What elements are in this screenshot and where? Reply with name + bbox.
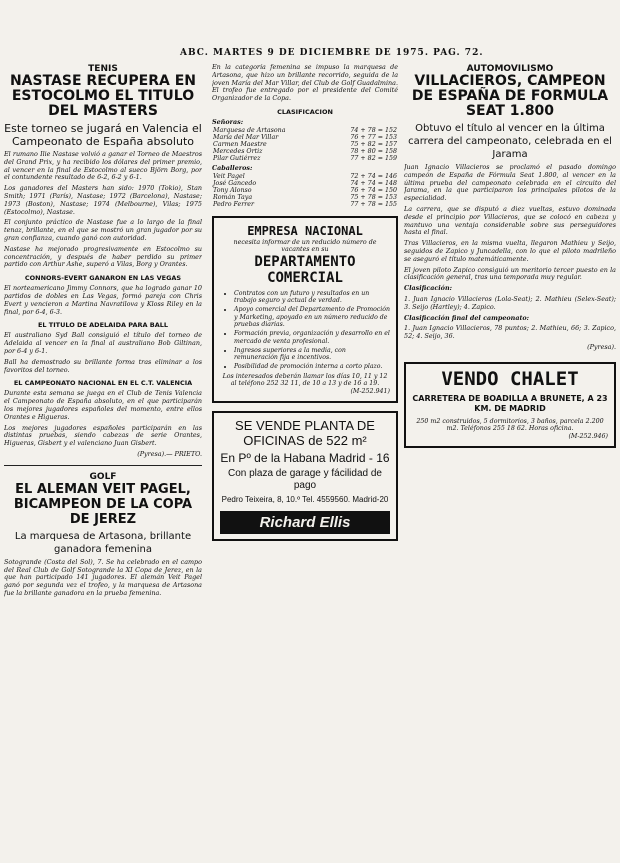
tenis-signature: (Pyresa).— PRIETO.: [137, 449, 202, 458]
golf-kicker: GOLF: [89, 471, 117, 482]
richard-ellis-logo: Richard Ellis: [220, 511, 390, 534]
player-score: 76 + 77 = 153: [350, 133, 397, 141]
venta-ad-address: En Pº de la Habana Madrid - 16: [220, 450, 390, 465]
auto-signature: (Pyresa).: [587, 342, 616, 351]
venta-ad-title: SE VENDE PLANTA DE OFICINAS de 522 m²: [235, 417, 375, 448]
player-name: Pedro Ferrer: [213, 200, 255, 208]
auto-paragraph: El joven piloto Zapico consiguió un meritorio tercer puesto en la clasificación general, tras una temporada muy regular.: [404, 265, 616, 282]
chalet-ad-subtitle: CARRETERA DE BOADILLA A BRUNETE, A 23 KM. DE MADRID: [412, 393, 608, 413]
empresa-ad-top: EMPRESA NACIONAL: [247, 223, 363, 238]
tenis-subhead: EL TITULO DE ADELAIDA PARA BALL: [37, 321, 169, 330]
player-name: Pilar Gutiérrez: [213, 154, 261, 162]
player-name: Marquesa de Artasona: [213, 126, 286, 134]
auto-final: 1. Juan Ignacio Villacieros, 78 puntos; 2. Mathieu, 66; 3. Zapico, 52; 4. Seijo, 36.: [404, 324, 616, 341]
player-score: 72 + 74 = 146: [350, 172, 397, 180]
tenis-paragraph: Durante esta semana se juega en el Club de Tenis Valencia el Campeonato de España absoluto, en el que participarán los mejores jugadores españoles del momento, entre ellos Orantes e Higueras.: [4, 389, 202, 421]
clasificacion-title: CLASIFICACION: [277, 107, 333, 116]
player-score: 74 + 74 = 148: [350, 179, 397, 187]
auto-kicker: AUTOMOVILISMO: [466, 64, 554, 74]
golf-paragraph: Sotogrande (Costa del Sol), 7. Se ha celebrado en el campo del Real Club de Golf Sotogrande la XI Copa de Jerez, en la que han participado 141 jugadores. El alemán Veit Pagel ganó por segunda vez el trofeo, y la marquesa de Artasona fue la brillante ganadora en la prueba femenina.: [4, 557, 202, 597]
auto-headline: VILLACIEROS, CAMPEON DE ESPAÑA DE FORMULA SEAT 1.800: [411, 73, 609, 119]
player-name: María del Mar Villar: [213, 133, 279, 141]
empresa-ad-lead: necesita informar de un reducido número de vacantes en su: [233, 238, 377, 254]
tenis-kicker: TENIS: [88, 64, 118, 74]
results-table-senoras: [212, 127, 398, 162]
chalet-ad-ref: (M-252.946): [568, 432, 608, 440]
golf-deck: La marquesa de Artasona, brillante ganadora femenina: [14, 530, 192, 555]
auto-final-label: Clasificación final del campeonato:: [404, 313, 530, 322]
auto-paragraph: Juan Ignacio Villacieros se proclamó el pasado domingo campeón de España de Fórmula Seat 1.800, al vencer en la última prueba del campeonato celebrada en el circuito del Jarama, en la que participaron los principales pilotos de la especialidad.: [404, 163, 616, 203]
table-row: [212, 201, 398, 208]
player-name: Tony Alonso: [213, 186, 252, 194]
page-header: ABC. MARTES 9 DE DICIEMBRE DE 1975. PAG. 72.: [180, 48, 484, 58]
player-name: Carmen Maestre: [213, 140, 267, 148]
divider: [4, 465, 202, 466]
table-row: [212, 134, 398, 141]
list-item: • Apoyo comercial del Departamento de Promoción y Marketing, apoyado en un número reducido de pruebas diarias.: [234, 306, 390, 328]
tenis-deck: Este torneo se jugará en Valencia el Campeonato de España absoluto: [4, 122, 202, 148]
section-label: Señoras:: [212, 117, 244, 126]
column-middle: [212, 64, 398, 859]
table-row: [212, 173, 398, 180]
list-item: • Contratos con un futuro y resultados en un trabajo seguro y actual de verdad.: [234, 290, 390, 305]
table-row: [212, 141, 398, 148]
player-score: 75 + 78 = 153: [350, 193, 397, 201]
player-score: 76 + 74 = 150: [350, 186, 397, 194]
empresa-ad-ref: (M-252.941): [350, 387, 390, 395]
tenis-headline: NASTASE RECUPERA EN ESTOCOLMO EL TITULO DEL MASTERS: [9, 73, 197, 119]
golf-continuation: En la categoría femenina se impuso la marquesa de Artasona, que hizo un brillante recorrido, seguida de la joven María del Mar Villar, del Club de Golf Guadalmina. El trofeo fue entregado por el presidente del Comité Organizador de la Copa.: [212, 64, 398, 103]
player-score: 74 + 78 = 152: [350, 126, 397, 134]
player-score: 78 + 80 = 158: [350, 147, 397, 155]
chalet-ad: [404, 362, 616, 448]
results-table-caballeros: [212, 173, 398, 208]
player-name: Mercedes Ortiz: [213, 147, 263, 155]
player-name: José Gancedo: [213, 179, 257, 187]
tenis-paragraph: El australiano Syd Ball consiguió el título del torneo de Adelaida al vencer en la final al australiano Bob Giltinan, por 6-4 y 6-1.: [4, 331, 202, 355]
auto-clasif-label: Clasificación:: [404, 284, 452, 293]
venta-ad-contact: Pedro Teixeira, 8, 10.º Tel. 4559560. Madrid-20: [221, 494, 389, 504]
tenis-subhead: CONNORS-EVERT GANARON EN LAS VEGAS: [24, 274, 182, 283]
column-right: [404, 64, 616, 859]
tenis-paragraph: El rumano Ilie Nastase volvió a ganar el Torneo de Maestros del Grand Prix, y ha recibido los dólares del primer premio, al vencer en la final de Estocolmo al sueco Björn Borg, por el contundente resultado de 6-2, 6-2 y 6-1.: [4, 150, 202, 182]
list-item: • Formación previa, organización y desarrollo en el mercado de venta profesional.: [234, 330, 390, 345]
player-name: Román Taya: [213, 193, 253, 201]
tenis-subhead: EL CAMPEONATO NACIONAL EN EL C.T. VALENCIA: [13, 379, 193, 388]
tenis-paragraph: Nastase ha mejorado progresivamente en Estocolmo su concentración, y después de haber perdido su primer partido con Arthur Ashe, superó a Vilas, Borg y Orantes.: [4, 244, 202, 269]
auto-clasif: 1. Juan Ignacio Villacieros (Lola-Seat); 2. Mathieu (Selex-Seat); 3. Seijo (Hartley); 4. Zapico.: [404, 294, 616, 311]
empresa-ad-contact: Los interesados deberán llamar los días 10, 11 y 12 al teléfono 252 32 11, de 10 a 13 y de 16 a 19.: [222, 372, 388, 388]
list-item: • Ingresos superiores a la media, con remuneración fija e incentivos.: [234, 347, 390, 362]
player-score: 77 + 82 = 159: [350, 154, 397, 162]
player-score: 77 + 78 = 155: [350, 200, 397, 208]
tenis-paragraph: El norteamericano Jimmy Connors, que ha logrado ganar 10 partidos de dobles en Las Vegas, formó pareja con Chris Evert y vencieron a Martina Navratilova y Kloss Riley en la final, por 6-4, 6-3.: [4, 284, 202, 316]
player-score: 75 + 82 = 157: [350, 140, 397, 148]
empresa-ad-list: [228, 290, 390, 371]
section-label: Caballeros:: [212, 163, 253, 172]
table-row: [212, 187, 398, 194]
column-left: [4, 64, 202, 859]
tenis-paragraph: El conjunto práctico de Nastase fue a lo largo de la final tenaz, brillante, en el que se mostró un gran jugador por su gran confianza, cuando ganó con autoridad.: [4, 218, 202, 242]
table-row: [212, 148, 398, 155]
table-row: [212, 194, 398, 201]
table-row: [212, 180, 398, 187]
venta-ad-extras: Con plaza de garage y fácilidad de pago: [228, 467, 382, 491]
table-row: [212, 155, 398, 162]
table-row: [212, 127, 398, 134]
chalet-ad-body: 250 m2 construidos, 5 dormitorios, 3 baños, parcela 2.200 m2. Teléfonos 255 18 62. Horas oficina.: [416, 417, 604, 433]
auto-paragraph: La carrera, que se disputó a diez vueltas, estuvo dominada desde el principio por Villacieros, que se colocó en cabeza y mantuvo una ventaja considerable sobre sus perseguidores hasta el final.: [404, 204, 616, 237]
player-name: Veit Pagel: [213, 172, 245, 180]
empresa-ad: [212, 216, 398, 403]
auto-deck: Obtuvo el título al vencer en la última carrera del campeonato, celebrada en el Jarama: [408, 123, 612, 160]
list-item: • Posibilidad de promoción interna a corto plazo.: [234, 363, 390, 370]
tenis-paragraph: Los ganadores del Masters han sido: 1970 (Tokio), Stan Smith; 1971 (París), Nastase; 1972 (Barcelona), Nastase; 1973 (Boston), Nastase; 1974 (Melbourne), Vilas; 1975 (Estocolmo), Nastase.: [4, 184, 202, 216]
chalet-ad-title: VENDO CHALET: [441, 367, 579, 390]
auto-paragraph: Tras Villacieros, en la misma vuelta, llegaron Mathieu y Seijo, seguidos de Zapico y Juncadella, con lo que el piloto madrileño se aseguró el título matemáticamente.: [404, 239, 616, 263]
tenis-paragraph: Los mejores jugadores españoles participarán en las distintas pruebas, siendo cabezas de serie Orantes, Higueras, Gisbert y el valenciano Juan Gisbert.: [4, 423, 202, 448]
golf-headline: EL ALEMAN VEIT PAGEL, BICAMPEON DE LA COPA DE JEREZ: [13, 481, 193, 527]
venta-ad: [212, 411, 398, 541]
empresa-ad-title: DEPARTAMENTO COMERCIAL: [254, 253, 356, 286]
tenis-paragraph: Ball ha demostrado su brillante forma tras eliminar a los favoritos del torneo.: [4, 357, 202, 374]
